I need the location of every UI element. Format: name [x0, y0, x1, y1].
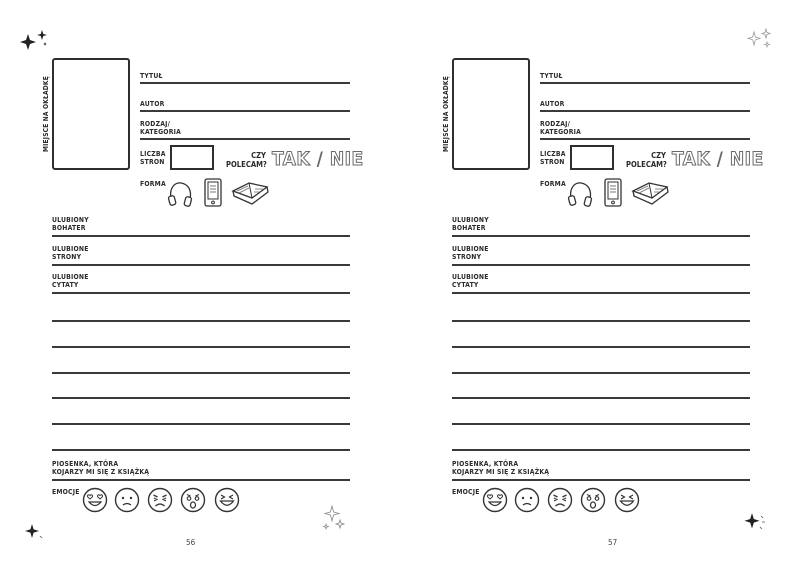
author-line[interactable]	[540, 110, 750, 112]
journal-page-57	[400, 0, 800, 564]
surprised-face-icon[interactable]	[580, 487, 606, 513]
song-label: PIOSENKA, KTÓRA KOJARZY MI SIĘ Z KSIĄŻKĄ	[452, 460, 550, 476]
emotions-label: EMOCJE	[452, 488, 480, 496]
author-label: AUTOR	[140, 100, 165, 108]
genre-label: RODZAJ/ KATEGORIA	[140, 120, 182, 136]
title-label: TYTUŁ	[140, 72, 163, 80]
favorite-hero-line[interactable]	[52, 235, 350, 237]
page-count-box[interactable]	[570, 145, 614, 170]
sparkle-icon	[18, 28, 52, 56]
open-book-icon[interactable]	[230, 178, 270, 206]
quote-line[interactable]	[452, 449, 750, 451]
quote-line[interactable]	[52, 292, 350, 294]
title-line[interactable]	[140, 82, 350, 84]
genre-line[interactable]	[140, 138, 350, 140]
sad-face-icon[interactable]	[514, 487, 540, 513]
heart-eyes-face-icon[interactable]	[82, 487, 108, 513]
ereader-icon[interactable]	[203, 178, 223, 208]
song-line[interactable]	[452, 479, 750, 481]
sad-face-icon[interactable]	[114, 487, 140, 513]
page-number: 56	[186, 538, 196, 547]
sparkle-icon	[742, 26, 776, 56]
quote-line[interactable]	[452, 346, 750, 348]
headphones-icon[interactable]	[165, 178, 195, 208]
recommend-label: CZY POLECAM?	[226, 151, 267, 169]
angry-face-icon[interactable]	[147, 487, 173, 513]
quote-line[interactable]	[52, 372, 350, 374]
quote-line[interactable]	[52, 397, 350, 399]
sparkle-icon	[22, 520, 46, 544]
quote-line[interactable]	[452, 397, 750, 399]
page-count-label: LICZBA STRON	[540, 150, 566, 166]
laughing-face-icon[interactable]	[214, 487, 240, 513]
genre-line[interactable]	[540, 138, 750, 140]
genre-label: RODZAJ/ KATEGORIA	[540, 120, 582, 136]
laughing-face-icon[interactable]	[614, 487, 640, 513]
song-line[interactable]	[52, 479, 350, 481]
open-book-icon[interactable]	[630, 178, 670, 206]
title-label: TYTUŁ	[540, 72, 563, 80]
no-option[interactable]: NIE	[729, 148, 764, 170]
cover-label: MIEJSCE NA OKŁADKĘ	[442, 76, 450, 152]
yes-option[interactable]: TAK	[672, 148, 711, 170]
page-count-label: LICZBA STRON	[140, 150, 166, 166]
no-option[interactable]: NIE	[329, 148, 364, 170]
slash: /	[716, 148, 724, 170]
page-number: 57	[608, 538, 618, 547]
angry-face-icon[interactable]	[547, 487, 573, 513]
favorite-pages-label: ULUBIONE STRONY	[52, 245, 89, 261]
author-label: AUTOR	[540, 100, 565, 108]
cover-placeholder-box	[52, 58, 130, 170]
cover-placeholder-box	[452, 58, 530, 170]
favorite-pages-line[interactable]	[52, 264, 350, 266]
cover-label: MIEJSCE NA OKŁADKĘ	[42, 76, 50, 152]
form-label: FORMA	[140, 180, 166, 188]
favorite-pages-label: ULUBIONE STRONY	[452, 245, 489, 261]
favorite-quotes-label: ULUBIONE CYTATY	[452, 273, 489, 289]
quote-line[interactable]	[452, 372, 750, 374]
quote-line[interactable]	[452, 423, 750, 425]
quote-line[interactable]	[452, 320, 750, 322]
recommend-label: CZY POLECAM?	[626, 151, 667, 169]
favorite-hero-line[interactable]	[452, 235, 750, 237]
quote-line[interactable]	[52, 423, 350, 425]
slash: /	[316, 148, 324, 170]
form-label: FORMA	[540, 180, 566, 188]
surprised-face-icon[interactable]	[180, 487, 206, 513]
sparkle-icon	[742, 510, 768, 536]
favorite-hero-label: ULUBIONY BOHATER	[52, 216, 89, 232]
recommend-yes-no[interactable]	[672, 148, 764, 170]
emotions-label: EMOCJE	[52, 488, 80, 496]
headphones-icon[interactable]	[565, 178, 595, 208]
favorite-quotes-label: ULUBIONE CYTATY	[52, 273, 89, 289]
quote-line[interactable]	[52, 346, 350, 348]
song-label: PIOSENKA, KTÓRA KOJARZY MI SIĘ Z KSIĄŻKĄ	[52, 460, 150, 476]
quote-line[interactable]	[452, 292, 750, 294]
author-line[interactable]	[140, 110, 350, 112]
favorite-hero-label: ULUBIONY BOHATER	[452, 216, 489, 232]
recommend-yes-no[interactable]	[272, 148, 364, 170]
ereader-icon[interactable]	[603, 178, 623, 208]
quote-line[interactable]	[52, 320, 350, 322]
sparkle-icon	[318, 502, 348, 534]
title-line[interactable]	[540, 82, 750, 84]
page-count-box[interactable]	[170, 145, 214, 170]
quote-line[interactable]	[52, 449, 350, 451]
yes-option[interactable]: TAK	[272, 148, 311, 170]
heart-eyes-face-icon[interactable]	[482, 487, 508, 513]
favorite-pages-line[interactable]	[452, 264, 750, 266]
